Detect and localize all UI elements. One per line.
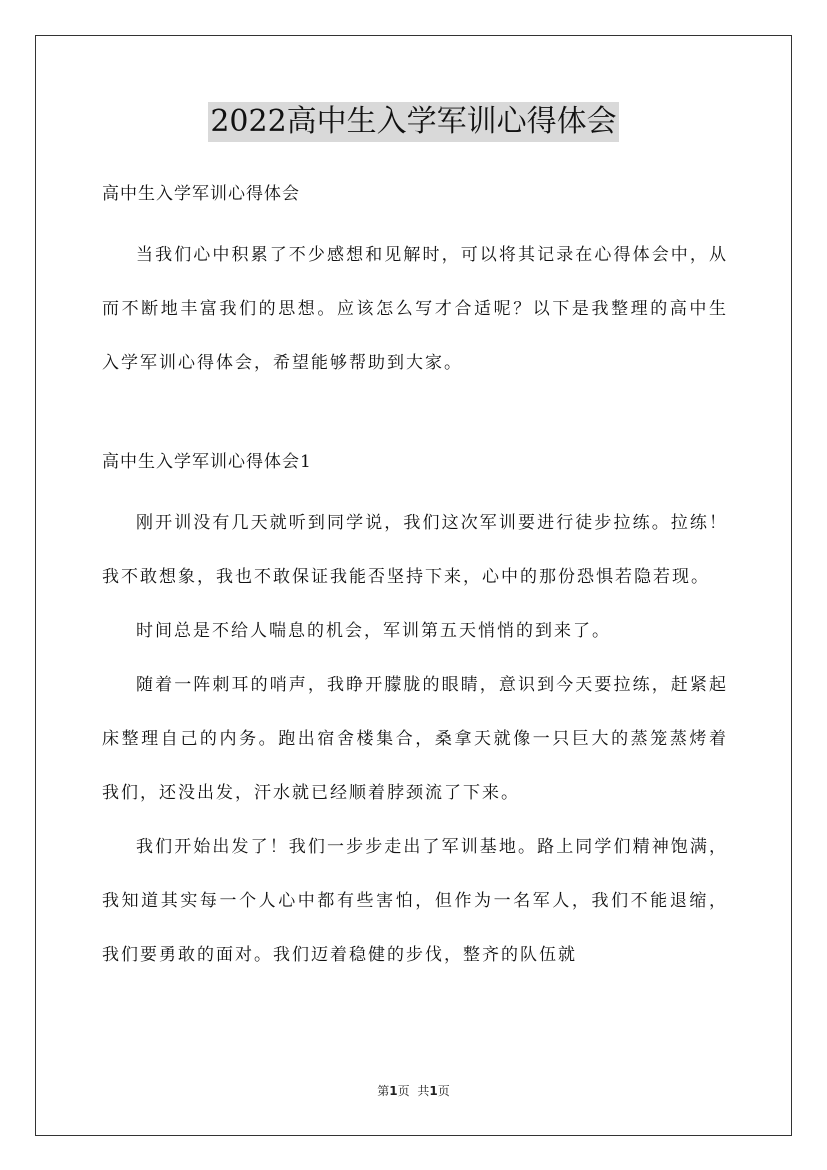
section-heading: 高中生入学军训心得体会1 — [102, 452, 312, 472]
page-prefix: 第 — [377, 1084, 390, 1098]
intro-paragraph: 当我们心中积累了不少感想和见解时，可以将其记录在心得体会中，从而不断地丰富我们的思想。应该怎么写才合适呢？以下是我整理的高中生入学军训心得体会，希望能够帮助到大家。 — [102, 245, 728, 373]
spacer — [102, 216, 728, 228]
document-body — [102, 172, 728, 982]
spacer — [102, 484, 728, 496]
page-footer — [0, 1082, 827, 1099]
total-pages-number: 1 — [429, 1084, 438, 1098]
current-page-number: 1 — [389, 1084, 398, 1098]
section-paragraph-2: 时间总是不给人喘息的机会，军训第五天悄悄的到来了。 — [136, 621, 611, 641]
page-suffix: 页 — [397, 1084, 410, 1098]
spacer — [102, 390, 728, 440]
section-paragraph-1: 刚开训没有几天就听到同学说，我们这次军训要进行徒步拉练。拉练！我不敢想象，我也不敢保证我能否坚持下来，心中的那份恐惧若隐若现。 — [102, 513, 728, 587]
total-prefix: 共 — [417, 1084, 430, 1098]
section-paragraph-4: 我们开始出发了！我们一步步走出了军训基地。路上同学们精神饱满，我知道其实每一个人心中都有些害怕，但作为一名军人，我们不能退缩，我们要勇敢的面对。我们迈着稳健的步伐，整齐的队伍就 — [102, 837, 728, 965]
total-suffix: 页 — [437, 1084, 450, 1098]
section-paragraph-3: 随着一阵刺耳的哨声，我睁开朦胧的眼睛，意识到今天要拉练，赶紧起床整理自己的内务。跑出宿舍楼集合，桑拿天就像一只巨大的蒸笼蒸烤着我们，还没出发，汗水就已经顺着脖颈流了下来。 — [102, 675, 728, 803]
title-container — [0, 102, 827, 142]
document-title: 2022高中生入学军训心得体会 — [208, 102, 618, 142]
intro-heading: 高中生入学军训心得体会 — [102, 184, 300, 204]
